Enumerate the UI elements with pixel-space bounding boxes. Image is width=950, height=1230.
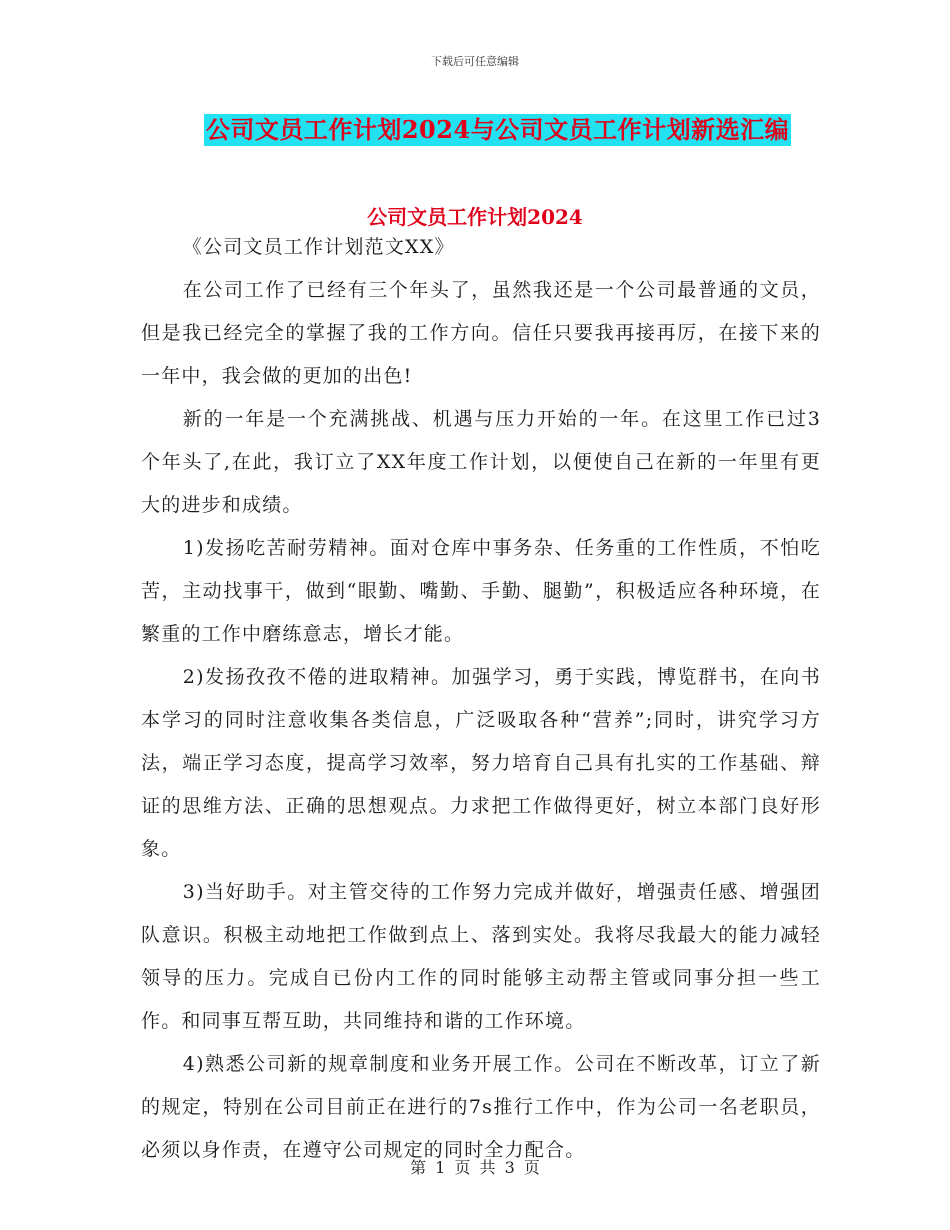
paragraph: 《公司文员工作计划范文XX》 xyxy=(182,236,455,258)
paragraph: 2)发扬孜孜不倦的进取精神。加强学习，勇于实践，博览群书，在向书本学习的同时注意收集各类信息，广泛吸取各种“营养”;同时，讲究学习方法，端正学习态度，提高学习效率，努力培育自己具有扎实的工作基础、辩证的思维方法、正确的思想观点。力求把工作做得更好，树立本部门良好形象。 xyxy=(141,666,821,860)
document-body xyxy=(141,226,821,1172)
paragraph: 1)发扬吃苦耐劳精神。面对仓库中事务杂、任务重的工作性质，不怕吃苦，主动找事干，做到“眼勤、嘴勤、手勤、腿勤”，积极适应各种环境，在繁重的工作中磨练意志，增长才能。 xyxy=(141,537,821,645)
document-title: 公司文员工作计划2024与公司文员工作计划新选汇编 xyxy=(205,115,790,144)
paragraph: 3)当好助手。对主管交待的工作努力完成并做好，增强责任感、增强团队意识。积极主动地把工作做到点上、落到实处。我将尽我最大的能力减轻领导的压力。完成自已份内工作的同时能够主动帮主管或同事分担一些工作。和同事互帮互助，共同维持和谐的工作环境。 xyxy=(141,881,821,1032)
paragraph: 4)熟悉公司新的规章制度和业务开展工作。公司在不断改革，订立了新的规定，特别在公司目前正在进行的7s推行工作中，作为公司一名老职员，必须以身作责，在遵守公司规定的同时全力配合。 xyxy=(141,1053,821,1161)
paragraph: 新的一年是一个充满挑战、机遇与压力开始的一年。在这里工作已过3个年头了,在此，我订立了XX年度工作计划，以便使自己在新的一年里有更大的进步和成绩。 xyxy=(141,408,821,516)
document-subtitle: 公司文员工作计划2024 xyxy=(367,205,583,229)
paragraph: 在公司工作了已经有三个年头了，虽然我还是一个公司最普通的文员，但是我已经完全的掌握了我的工作方向。信任只要我再接再厉，在接下来的一年中，我会做的更加的出色! xyxy=(141,279,821,387)
title-container xyxy=(0,114,950,146)
page-number-footer: 第 1 页 共 3 页 xyxy=(410,1158,540,1177)
page-header-note: 下载后可任意编辑 xyxy=(431,55,519,68)
